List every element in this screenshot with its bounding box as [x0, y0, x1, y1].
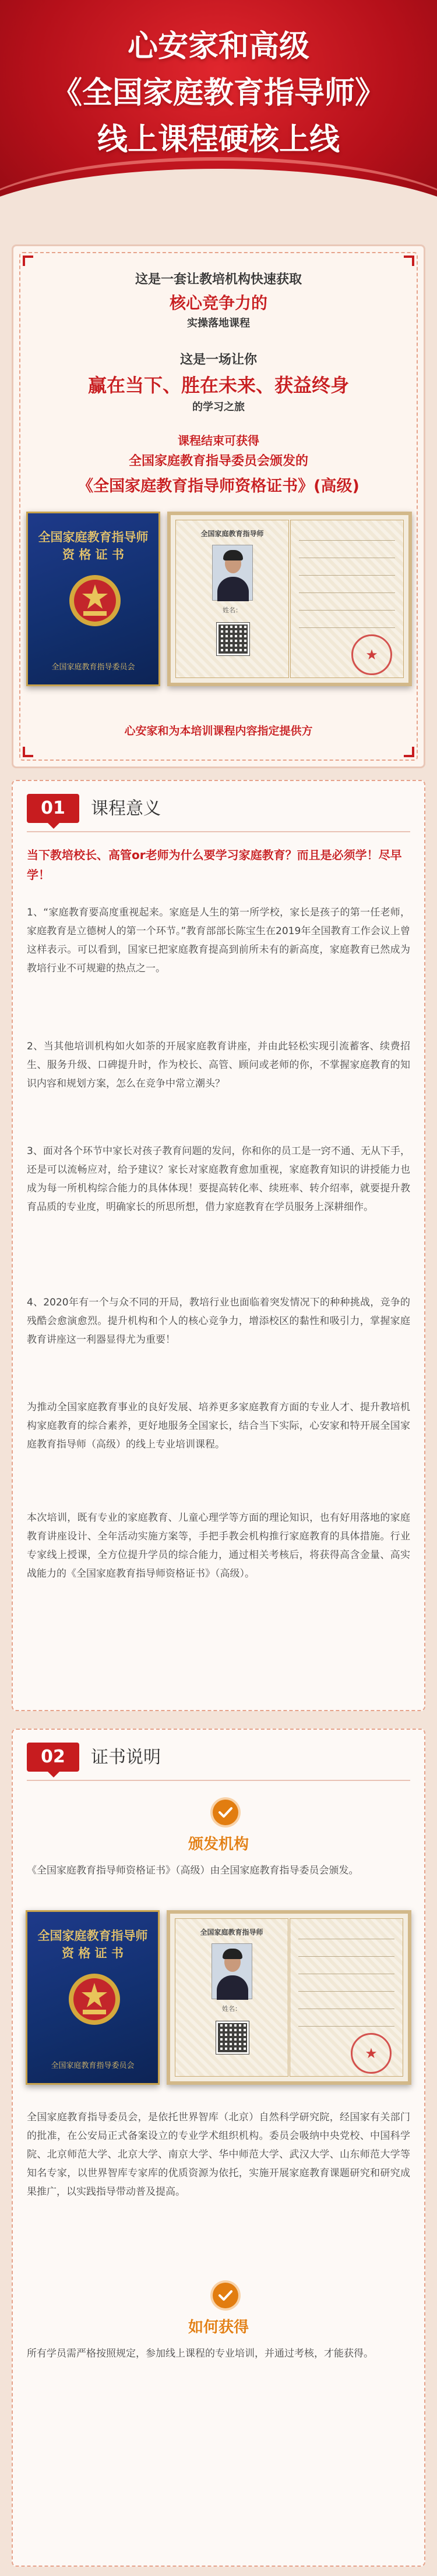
certificate-left-page	[175, 520, 289, 678]
corner-decoration	[404, 256, 414, 266]
title-line-1: 心安家和高级	[127, 29, 309, 64]
section-number-badge: 02	[27, 1743, 79, 1772]
certificate-inner-title: 全国家庭教育指导师	[200, 530, 264, 538]
paragraph: 2、当其他培训机构如火如荼的开展家庭教育讲座，并由此轻松实现引流蓄客、续费招生、服务升级、口碑提升时，作为校长、高管、顾问或老师的你，不掌握家庭教育的知识内容和规划方案，怎么在竞争中常立潮头？	[27, 1041, 410, 1090]
section-title: 证书说明	[91, 1747, 161, 1768]
national-emblem-icon	[66, 572, 124, 630]
official-seal-icon: ★	[351, 634, 392, 675]
paragraph: 4、2020年有一个与众不同的开局，教培行业也面临着突发情况下的种种挑战，竞争的残酷会愈演愈烈。提升机构和个人的核心竞争力，增添校区的黏性和吸引力，掌握家庭教育讲座这一利器显得尤为重要！	[27, 1297, 410, 1346]
section-number-badge: 01	[27, 794, 79, 823]
qr-code-icon	[217, 623, 249, 655]
section-title: 课程意义	[91, 799, 161, 819]
how-subtitle: 如何获得	[188, 2319, 249, 2336]
certificate-inner	[167, 512, 412, 686]
national-emblem-icon	[65, 1970, 124, 2028]
section-course-meaning	[12, 780, 425, 1711]
certificate-cover	[26, 1910, 160, 2085]
check-icon	[213, 1800, 238, 1825]
intro-line-3: 实操落地课程	[187, 317, 250, 329]
intro-footer-note: 心安家和为本培训课程内容指定提供方	[124, 725, 313, 737]
title-line-3: 线上课程硬核上线	[97, 122, 340, 157]
holder-photo	[212, 1943, 252, 1999]
certificate-cover-issuer: 全国家庭教育指导委员会	[51, 2061, 135, 2070]
corner-decoration	[404, 747, 414, 757]
intro-line-7: 课程结束可获得	[178, 434, 259, 448]
certificate-cover-title: 全国家庭教育指导师 资 格 证 书	[37, 1929, 148, 1960]
intro-line-5: 赢在当下、胜在未来、获益终身	[87, 374, 349, 396]
intro-line-4: 这是一场让你	[179, 353, 257, 367]
issuer-subtitle: 颁发机构	[188, 1836, 249, 1853]
section-divider	[27, 831, 410, 832]
certificate-cover	[26, 512, 160, 686]
title-line-2: 《全国家庭教育指导师》	[51, 76, 385, 111]
certificate-cover-issuer: 全国家庭教育指导委员会	[51, 663, 135, 672]
intro-line-1: 这是一套让教培机构快速获取	[135, 272, 302, 287]
section-divider	[27, 1780, 410, 1781]
official-seal-icon: ★	[351, 2033, 392, 2074]
certificate-inner	[167, 1910, 411, 2085]
header-banner	[0, 0, 437, 233]
certificate-left-page	[175, 1918, 288, 2077]
paragraph: 3、面对各个环节中家长对孩子教育问题的发问，你和你的员工是一窍不通、无从下手，还是可以流畅应对，给予建议？家长对家庭教育愈加重视，家庭教育知识的讲授能力也成为每一所机构综合能力的具体体现！要提高转化率、续班率、转介绍率，就要提升教育品质的专业度，明确家长的所思所想，借力家庭教育在学员服务上深耕细作。	[27, 1145, 410, 1213]
section-certificate-info	[12, 1729, 425, 2567]
corner-decoration	[23, 747, 33, 757]
holder-name-label: 姓名：	[222, 2005, 241, 2013]
page-title	[0, 23, 437, 163]
intro-line-2: 核心竞争力的	[169, 293, 267, 313]
certificate-cover-title: 全国家庭教育指导师 资 格 证 书	[38, 530, 149, 562]
how-text: 所有学员需严格按照规定，参加线上课程的专业培训，并通过考核，才能获得。	[27, 2348, 373, 2359]
intro-line-9: 《全国家庭教育指导师资格证书》(高级)	[77, 477, 360, 495]
paragraph: 为推动全国家庭教育事业的良好发展、培养更多家庭教育方面的专业人才、提升教培机构家庭教育的综合素养，更好地服务全国家长，结合当下实际，心安家和特开展全国家庭教育指导师（高级）的线上专业培训课程。	[27, 1401, 410, 1450]
check-icon	[213, 2283, 238, 2308]
committee-text: 全国家庭教育指导委员会，是依托世界智库（北京）自然科学研究院，经国家有关部门的批准，在公安局正式备案设立的专业学术组织机构。委员会吸纳中央党校、中国科学院、北京师范大学、北京大学、南京大学、华中师范大学、武汉大学、山东师范大学等知名专家，以世界智库专家库的优质资源为依托，实施开展家庭教育课题研究和研究成果推广，以实践指导带动普及提高。	[27, 2112, 410, 2198]
certificate-right-page	[290, 1918, 403, 2077]
paragraph: 1、“家庭教育要高度重视起来。家庭是人生的第一所学校，家长是孩子的第一任老师，家庭教育是立德树人的第一个环节。”教育部部长陈宝生在2019年全国教育工作会议上曾这样表示。可以看到，国家已把家庭教育提高到前所未有的新高度，家庭教育已然成为教培行业不可规避的热点之一。	[27, 907, 410, 974]
section-lead: 当下教培校长、高管or老师为什么要学习家庭教育？而且是必须学！尽早学！	[27, 848, 402, 882]
issuer-text: 《全国家庭教育指导师资格证书》（高级）由全国家庭教育指导委员会颁发。	[27, 1865, 359, 1876]
holder-name-label: 姓名：	[223, 606, 242, 614]
holder-photo	[212, 545, 253, 601]
certificate-right-page	[290, 520, 404, 678]
intro-card	[12, 244, 425, 768]
certificate-inner-title: 全国家庭教育指导师	[200, 1928, 263, 1936]
corner-decoration	[23, 256, 33, 266]
qr-code-icon	[216, 2021, 249, 2054]
paragraph: 本次培训，既有专业的家庭教育、儿童心理学等方面的理论知识，也有好用落地的家庭教育讲座设计、全年活动实施方案等，手把手教会机构推行家庭教育的具体措施。行业专家线上授课，全方位提升学员的综合能力，通过相关考核后，将获得高含金量、高实战能力的《全国家庭教育指导师资格证书》（高级）。	[27, 1512, 410, 1580]
intro-line-8: 全国家庭教育指导委员会颁发的	[128, 454, 308, 469]
intro-line-6: 的学习之旅	[192, 401, 245, 413]
